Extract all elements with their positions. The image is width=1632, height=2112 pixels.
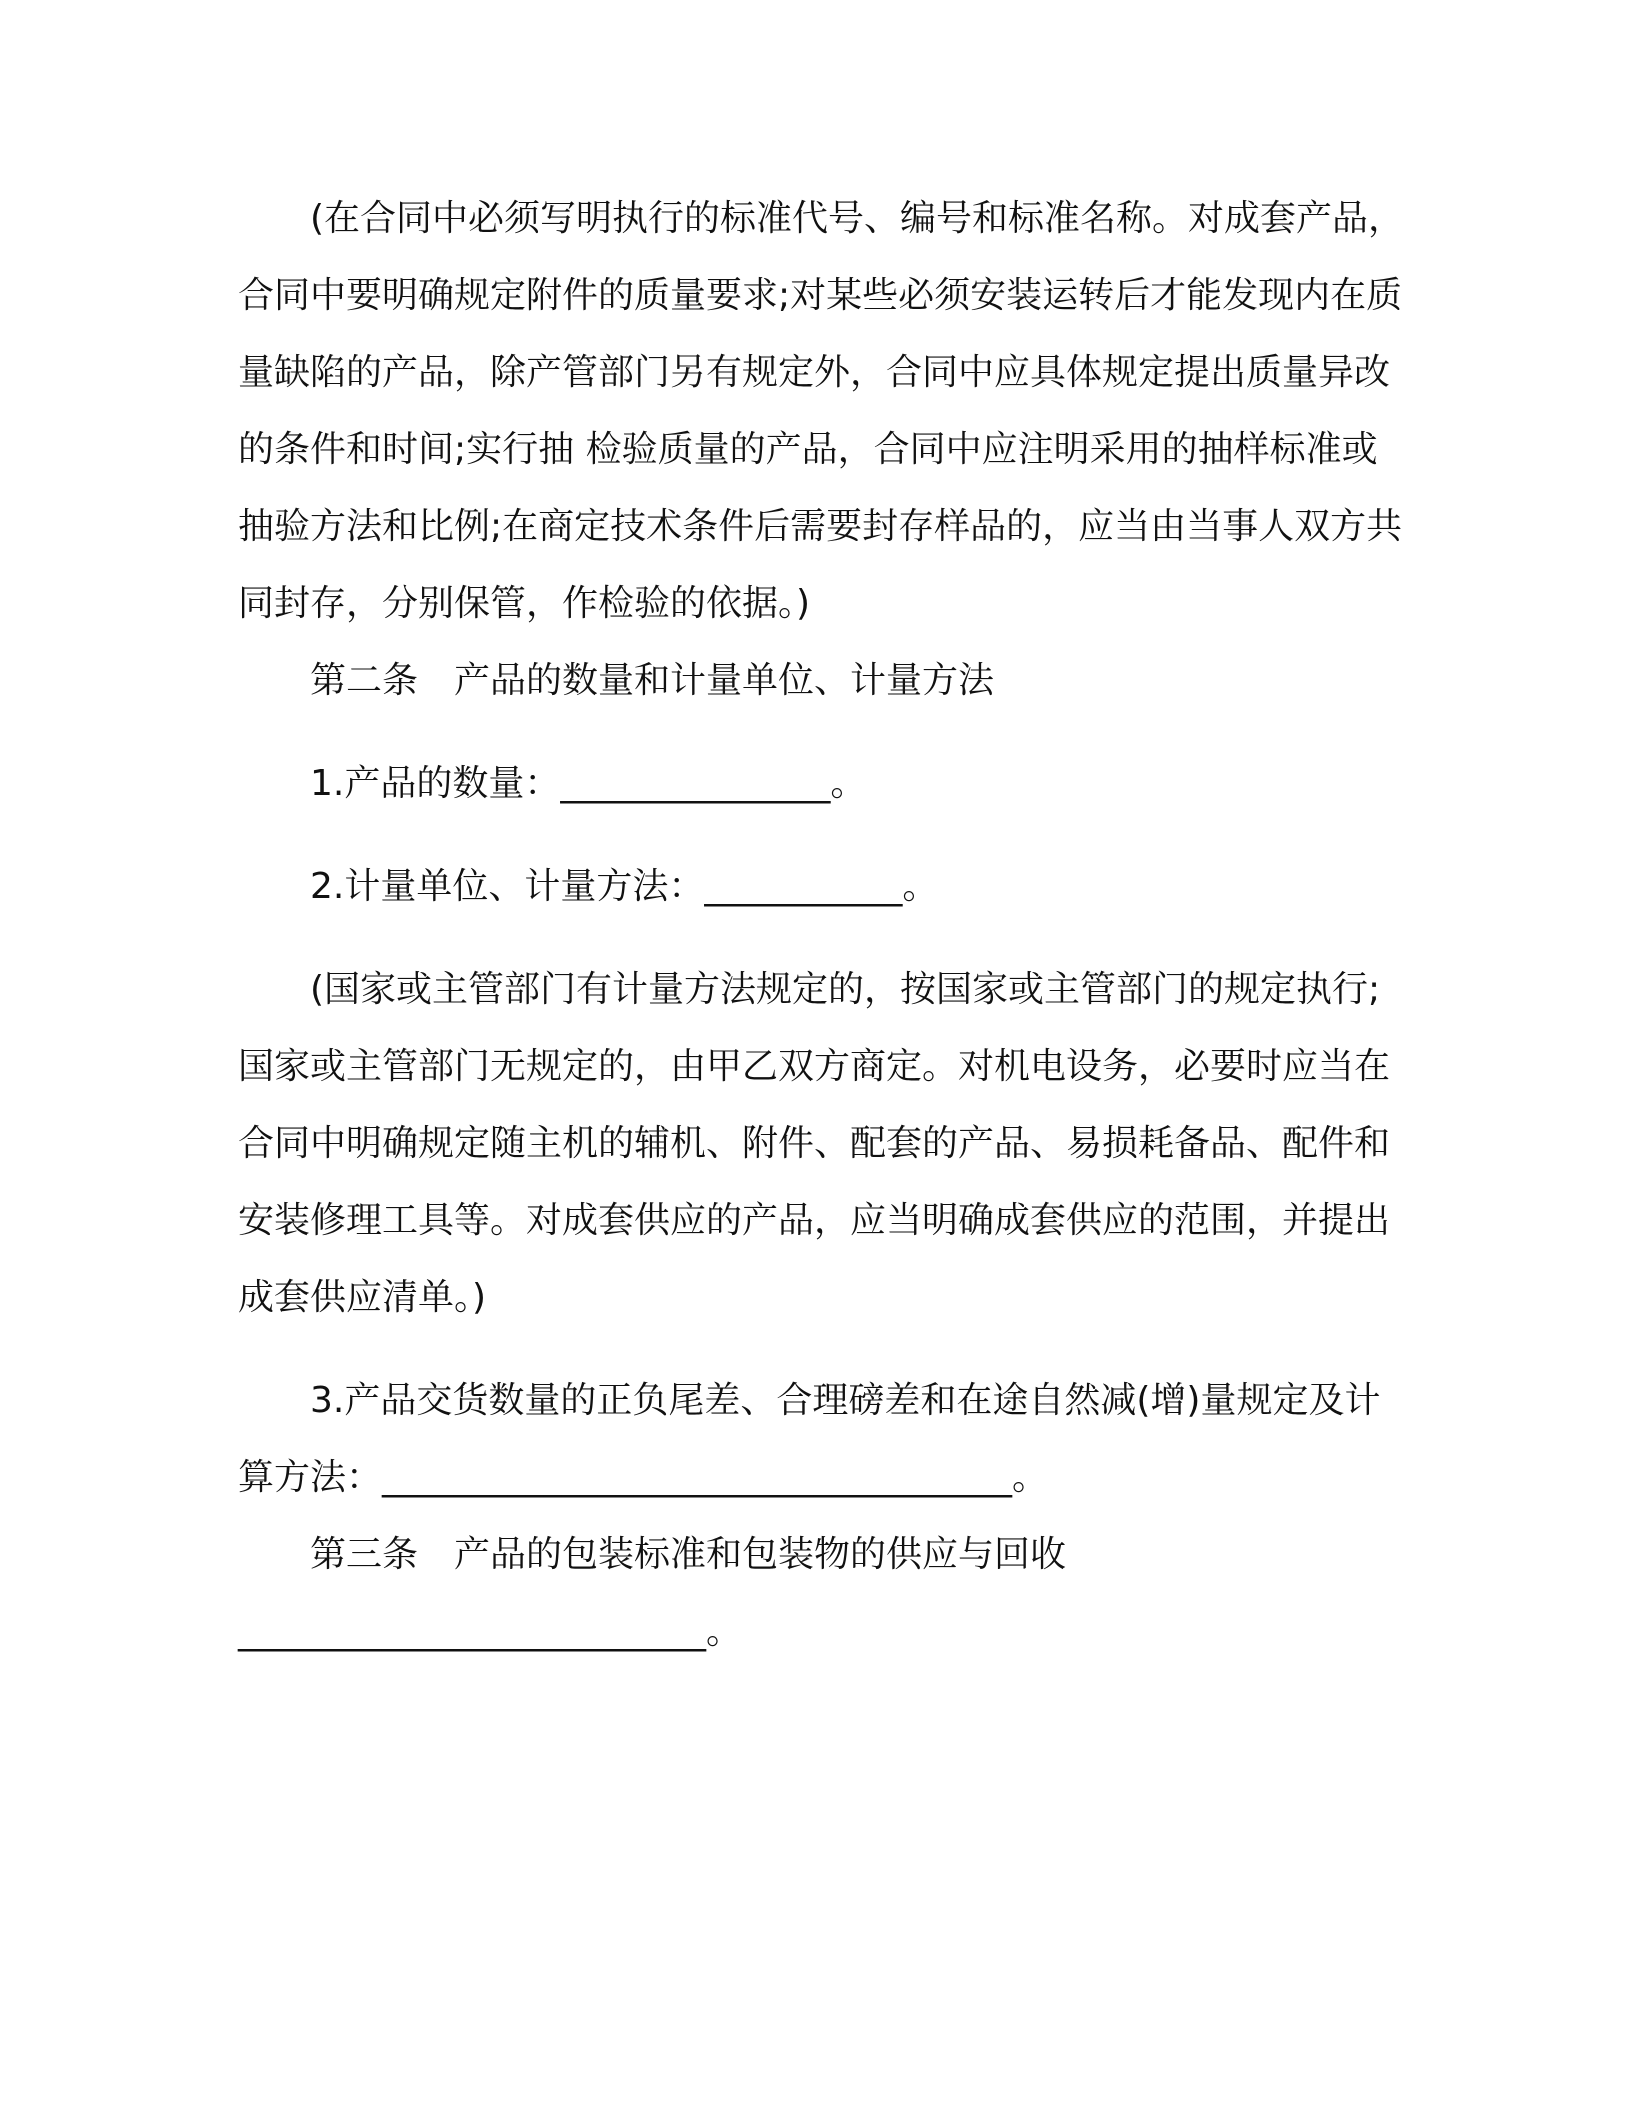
document-body bbox=[238, 180, 1408, 1670]
product-quantity-line: 1.产品的数量：_______________。 bbox=[310, 763, 867, 804]
delivery-tolerance-paragraph: 3.产品交货数量的正负尾差、合理磅差和在途自然减(增)量规定及计算方法：___________________________________。 bbox=[238, 1380, 1381, 1498]
packaging-blank-line: __________________________。 bbox=[238, 1611, 742, 1652]
measurement-unit-line: 2.计量单位、计量方法：___________。 bbox=[310, 866, 939, 907]
article-two-heading: 第二条 产品的数量和计量单位、计量方法 bbox=[310, 660, 995, 701]
quality-note-paragraph: (在合同中必须写明执行的标准代号、编号和标准名称。对成套产品，合同中要明确规定附件的质量要求;对某些必须安装运转后才能发现内在质量缺陷的产品，除产管部门另有规定外，合同中应具体规定提出质量异改的条件和时间;实行抽 检验质量的产品，合同中应注明采用的抽样标准或抽验方法和比例;在商定技术条件后需要封存样品的，应当由当事人双方共同封存，分别保管，作检验的依据。) bbox=[238, 198, 1405, 624]
measurement-note-paragraph: (国家或主管部门有计量方法规定的，按国家或主管部门的规定执行;国家或主管部门无规定的，由甲乙双方商定。对机电设务，必要时应当在合同中明确规定随主机的辅机、附件、配套的产品、易损耗备品、配件和安装修理工具等。对成套供应的产品，应当明确成套供应的范围，并提出成套供应清单。) bbox=[238, 969, 1391, 1318]
article-three-heading: 第三条 产品的包装标准和包装物的供应与回收 bbox=[310, 1534, 1067, 1575]
